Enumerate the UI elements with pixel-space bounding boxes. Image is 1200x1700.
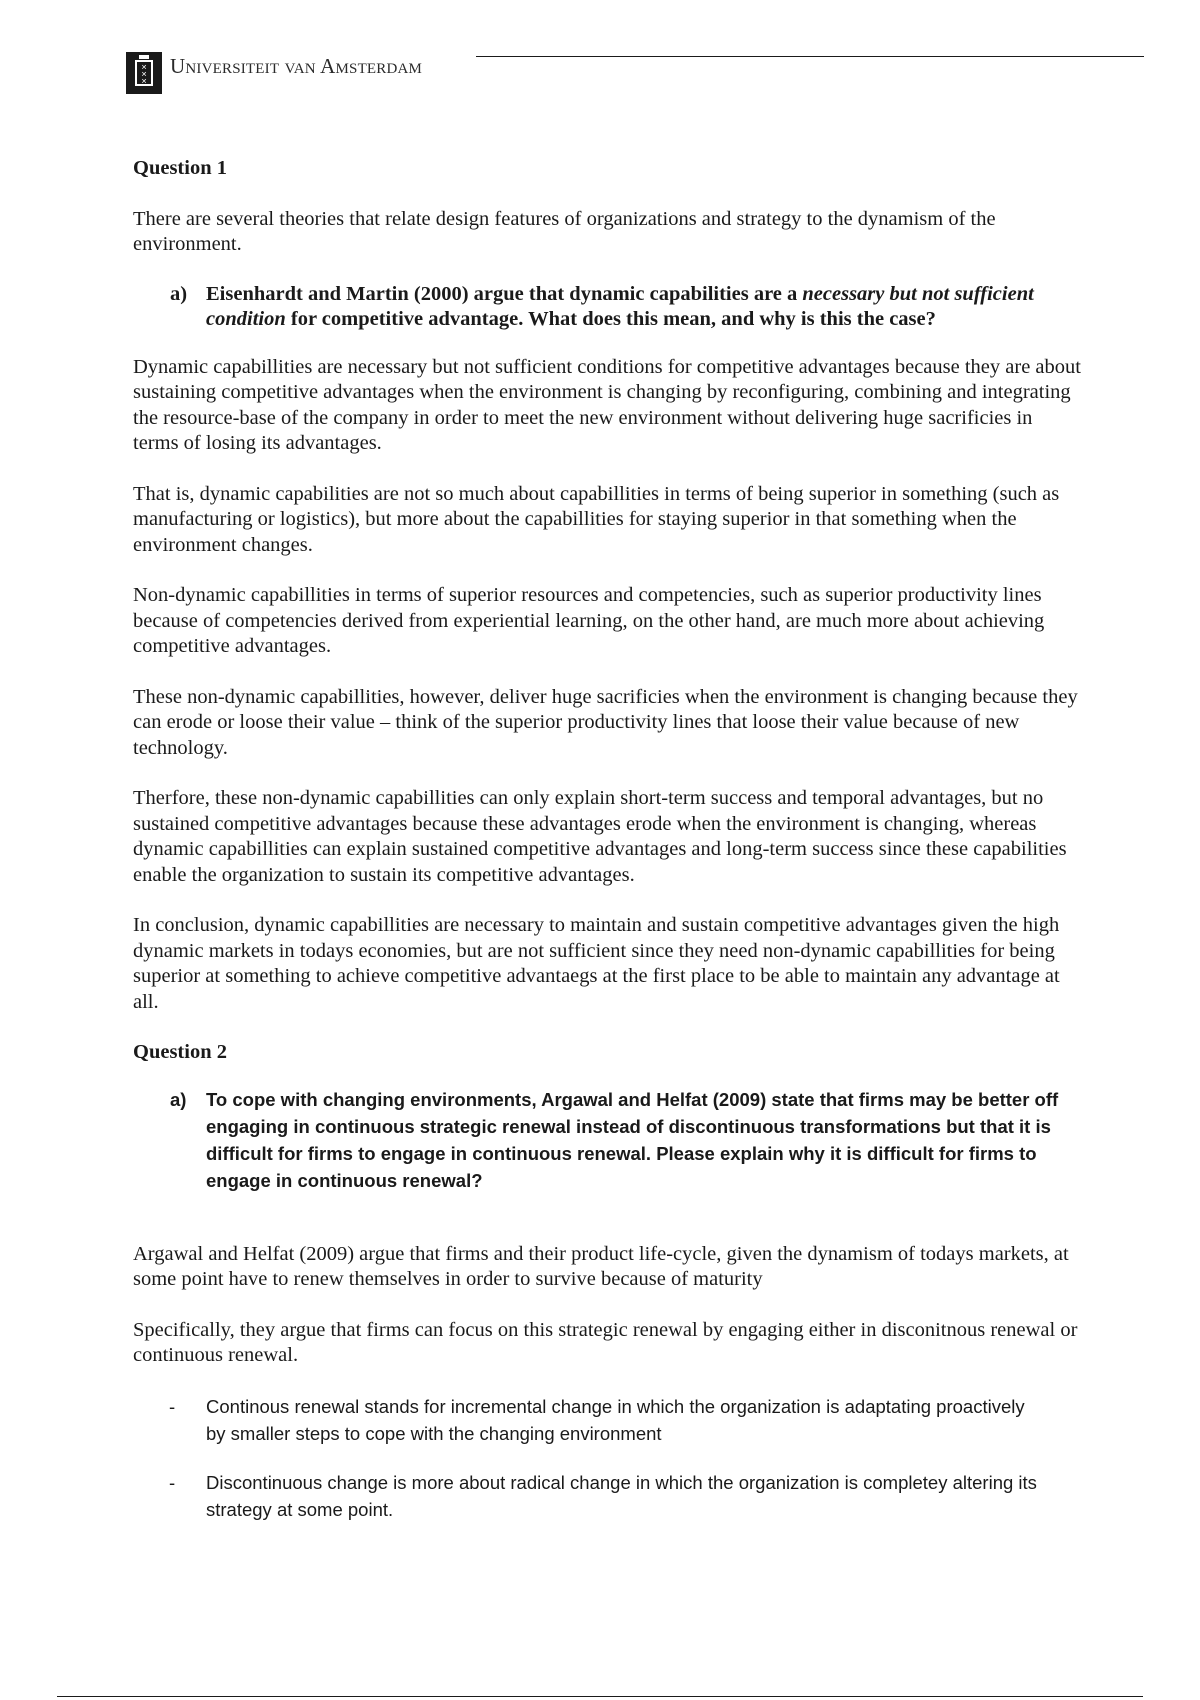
q1-sub-a-emphasis: necessary but not sufficient condition [206,282,1034,330]
svg-text:✕: ✕ [141,63,147,72]
q2-sub-a-text: To cope with changing environments, Argawal and Helfat (2009) state that firms may be better off engaging in continuous strategic renewal instead of discontinuous transformations but that it is difficult for firms to engage in continuous renewal. Please explain why it is difficult for firms to engage in continuous renewal? [206,1088,1059,1191]
list-item [169,1393,1083,1447]
q2-bullet-list [133,1393,1083,1523]
q2-paragraph: Argawal and Helfat (2009) argue that firms and their product life-cycle, given the dynamism of todays markets, at some point have to renew themselves in order to survive because of maturity [133,1242,1069,1290]
question-1-heading: Question 1 [133,157,227,179]
page-header [126,52,1144,94]
bullet-text: Continous renewal stands for incremental change in which the organization is adaptating proactively by smaller steps to cope with the changing environment [206,1395,1025,1444]
q1-paragraph: Dynamic capabillities are necessary but not sufficient conditions for competitive advantages because they are about sustaining competitive advantages when the environment is changing by reconfiguring, combining and integrating the resource-base of the company in order to meet the new environment without delivering huge sacrificies in terms of losing its advantages. [133,355,1081,454]
q1-paragraph: Therfore, these non-dynamic capabillities can only explain short-term success and temporal advantages, but no sustained competitive advantages because these advantages erode when the environment is changing, whereas dynamic capabillities can explain sustained competitive advantages and long-term success since these capabilities enable the organization to sustain its competitive advantages. [133,787,1067,886]
header-divider [476,56,1144,57]
q1-sub-a-text [206,282,1083,333]
q2-paragraph: Specifically, they argue that firms can focus on this strategic renewal by engaging either in disconitnous renewal or continuous renewal. [133,1318,1078,1366]
q1-paragraph: Non-dynamic capabillities in terms of superior resources and competencies, such as superior productivity lines because of competencies derived from experiential learning, on the other hand, are much more about achieving competitive advantages. [133,584,1045,657]
q1-sub-a-part3: for competitive advantage. What does this mean, and why is this the case? [285,308,936,330]
university-name: Universiteit van Amsterdam [170,54,423,78]
q2-subquestion-a [170,1086,1083,1194]
bullet-text: Discontinuous change is more about radical change in which the organization is completey altering its strategy at some point. [206,1471,1037,1520]
university-logo [126,52,162,94]
document-body [133,156,1083,1545]
question-2-heading: Question 2 [133,1041,227,1063]
q2-sub-a-label: a) [170,1088,187,1110]
q1-subquestion-a [170,282,1083,333]
q1-sub-a-label: a) [170,282,188,305]
footer-divider [57,1696,1143,1697]
bullet-marker: - [169,1471,176,1493]
q1-intro: There are several theories that relate design features of organizations and strategy to the dynamism of the environment. [133,207,996,255]
q1-paragraph: That is, dynamic capabilities are not so much about capabillities in terms of being superior in something (such as manufacturing or logistics), but more about the capabillities for staying superior in that something when the environment changes. [133,482,1060,556]
q1-paragraph: These non-dynamic capabillities, however, deliver huge sacrificies when the environment is changing because they can erode or loose their value – think of the superior productivity lines that loose their value because of new technology. [133,685,1078,759]
list-item [169,1469,1083,1523]
svg-text:✕: ✕ [141,70,147,79]
q1-sub-a-part1: Eisenhardt and Martin (2000) argue that dynamic capabilities are a [206,282,803,305]
svg-text:✕: ✕ [141,77,147,86]
crest-icon [126,52,162,94]
q1-paragraph: In conclusion, dynamic capabillities are necessary to maintain and sustain competitive advantages given the high dynamic markets in todays economies, but are not sufficient since they need non-dynamic capabillities for being superior at something to achieve competitive advantaegs at the first place to be able to maintain any advantage at all. [133,914,1060,1013]
bullet-marker: - [169,1395,176,1417]
